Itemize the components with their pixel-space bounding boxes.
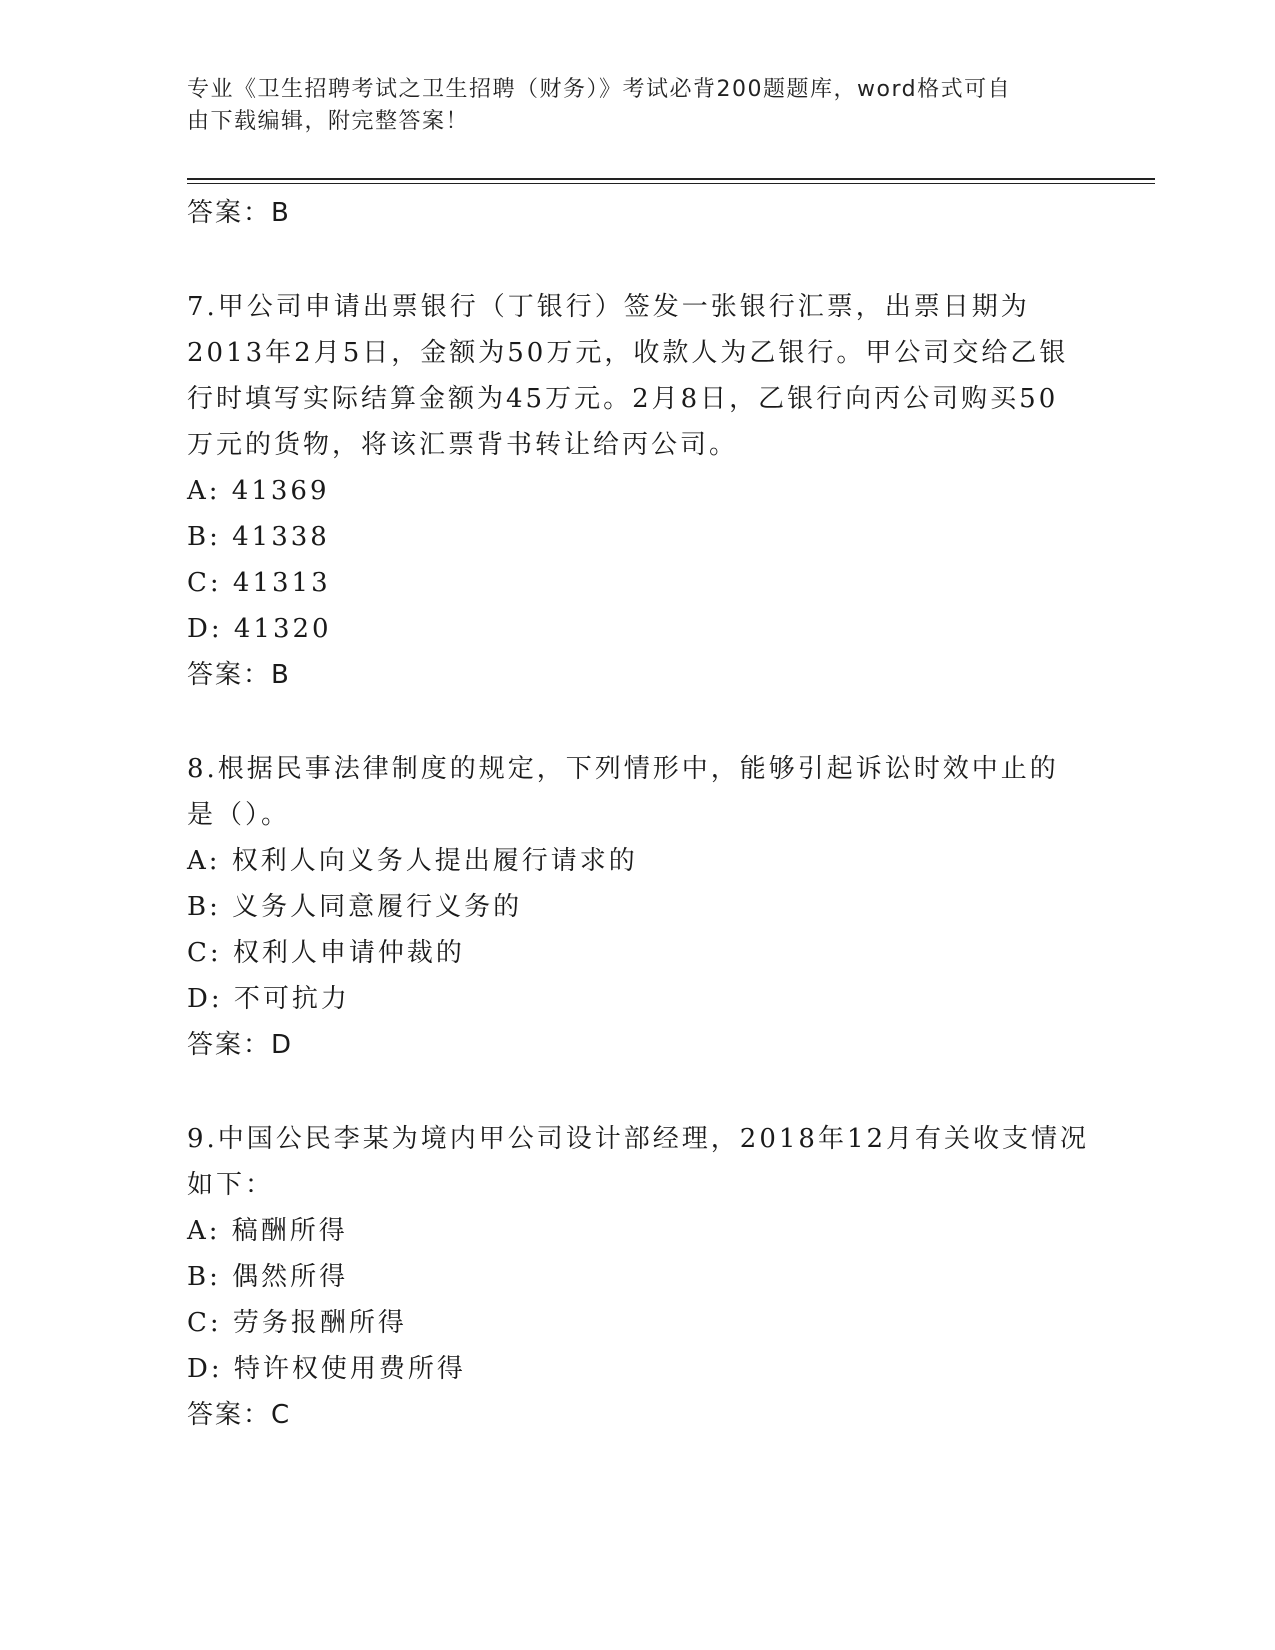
option-b: B: 41338 xyxy=(187,522,330,552)
question-text-line: 是（）。 xyxy=(187,800,291,830)
option-c: C: 劳务报酬所得 xyxy=(187,1308,407,1338)
option-b: B: 义务人同意履行义务的 xyxy=(187,892,523,922)
header-divider-thin xyxy=(187,183,1155,184)
question-9 xyxy=(187,1116,1090,1438)
question-text-line: 2013年2月5日，金额为50万元，收款人为乙银行。甲公司交给乙银 xyxy=(187,338,1069,368)
option-a: A: 权利人向义务人提出履行请求的 xyxy=(187,846,638,876)
header-divider-thick xyxy=(187,178,1155,180)
question-text-line: 7.甲公司申请出票银行（丁银行）签发一张银行汇票，出票日期为 xyxy=(187,292,1030,322)
option-d: D: 41320 xyxy=(187,614,332,644)
header-line-1: 专业《卫生招聘考试之卫生招聘（财务）》考试必背200题题库，word格式可自 xyxy=(187,77,1012,102)
question-content xyxy=(187,190,1090,1438)
header-line-2: 由下载编辑，附完整答案！ xyxy=(187,109,470,134)
answer-9: 答案：C xyxy=(187,1400,292,1430)
question-8 xyxy=(187,746,1087,1068)
option-c: C: 权利人申请仲裁的 xyxy=(187,938,465,968)
answer-previous: 答案：B xyxy=(187,198,291,228)
question-text-line: 行时填写实际结算金额为45万元。2月8日，乙银行向丙公司购买50 xyxy=(187,384,1059,414)
option-b: B: 偶然所得 xyxy=(187,1262,349,1292)
answer-8: 答案：D xyxy=(187,1030,294,1060)
option-d: D: 特许权使用费所得 xyxy=(187,1354,466,1384)
question-text-line: 万元的货物，将该汇票背书转让给丙公司。 xyxy=(187,430,739,460)
question-text-line: 如下： xyxy=(187,1170,275,1200)
document-header xyxy=(187,74,1087,138)
question-text-line: 9.中国公民李某为境内甲公司设计部经理，2018年12月有关收支情况 xyxy=(187,1124,1090,1154)
option-a: A: 41369 xyxy=(187,476,330,506)
option-a: A: 稿酬所得 xyxy=(187,1216,348,1246)
answer-7: 答案：B xyxy=(187,660,291,690)
question-7 xyxy=(187,284,1087,698)
option-c: C: 41313 xyxy=(187,568,331,598)
option-d: D: 不可抗力 xyxy=(187,984,350,1014)
question-text-line: 8.根据民事法律制度的规定，下列情形中，能够引起诉讼时效中止的 xyxy=(187,754,1059,784)
